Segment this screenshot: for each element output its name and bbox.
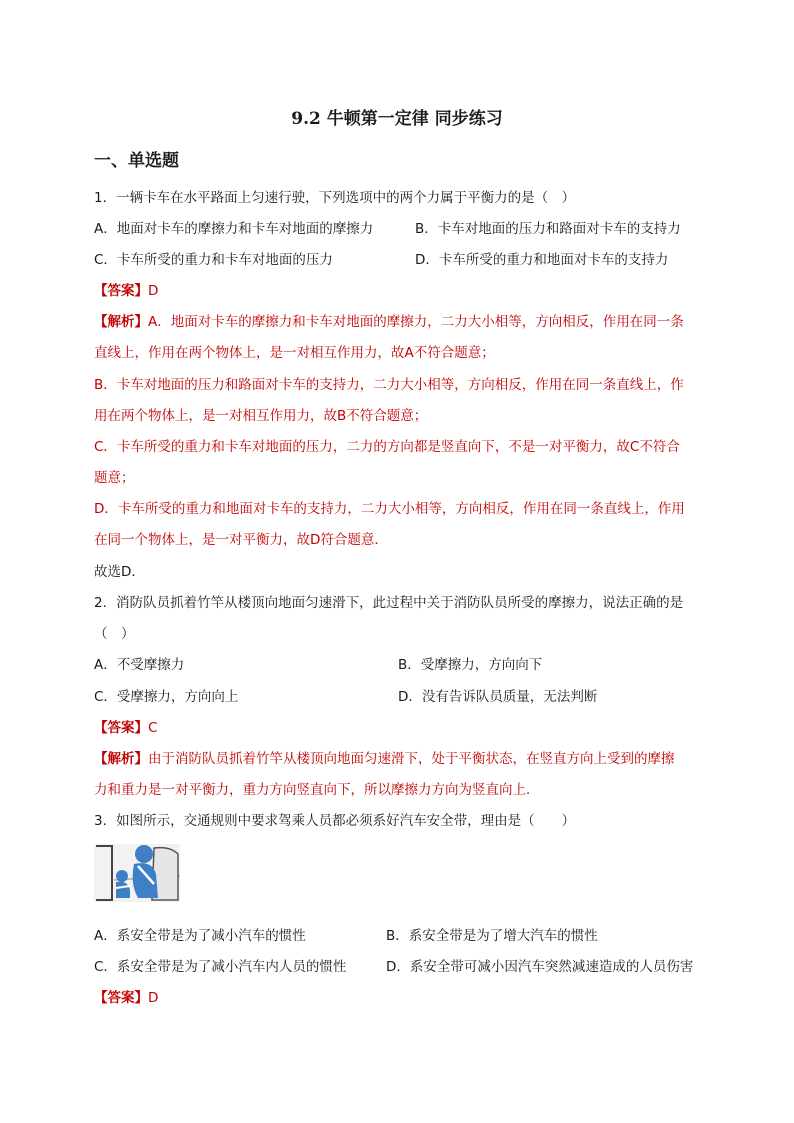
q2-stem: 2．消防队员抓着竹竿从楼顶向地面匀速滑下，此过程中关于消防队员所受的摩擦力，说法正确的是 (94, 595, 684, 611)
answer-value: D (148, 283, 159, 299)
answer-value: C (148, 720, 158, 736)
q1-explanation-line: 【解析】A．地面对卡车的摩擦力和卡车对地面的摩擦力，二力大小相等，方向相反，作用在同一条 (94, 314, 684, 330)
analysis-tag: 【解析】 (94, 314, 148, 330)
q1-answer (94, 279, 158, 299)
q3-option-d: D．系安全带可减小因汽车突然减速造成的人员伤害 (386, 959, 694, 975)
q2-explanation-line: 【解析】由于消防队员抓着竹竿从楼顶向地面匀速滑下，处于平衡状态，在竖直方向上受到的摩擦 (94, 751, 675, 767)
q1-explanation-line: D．卡车所受的重力和地面对卡车的支持力，二力大小相等，方向相反，作用在同一条直线上，作用 (94, 501, 685, 517)
q2-explanation-line: 力和重力是一对平衡力，重力方向竖直向下，所以摩擦力方向为竖直向上． (94, 782, 540, 798)
q1-option-b: B．卡车对地面的压力和路面对卡车的支持力 (415, 221, 681, 237)
answer-tag: 【答案】 (94, 720, 148, 736)
seatbelt-figure (94, 840, 182, 904)
q1-explanation-line: 用在两个物体上，是一对相互作用力，故B不符合题意； (94, 408, 428, 424)
q2-option-d: D．没有告诉队员质量，无法判断 (398, 689, 598, 705)
q1-option-d: D．卡车所受的重力和地面对卡车的支持力 (415, 252, 669, 268)
q1-explanation-line: 题意； (94, 470, 135, 486)
q1-conclusion: 故选D． (94, 564, 145, 580)
adult-head-icon (135, 845, 153, 863)
q1-explanation-line: B．卡车对地面的压力和路面对卡车的支持力，二力大小相等，方向相反，作用在同一条直线上，作 (94, 377, 684, 393)
q3-option-c: C．系安全带是为了减小汽车内人员的惯性 (94, 959, 347, 975)
child-head-icon (116, 870, 128, 882)
q3-answer (94, 986, 158, 1006)
q1-explanation-line: C．卡车所受的重力和卡车对地面的压力，二力的方向都是竖直向下，不是一对平衡力，故C不符合 (94, 439, 680, 455)
analysis-tag: 【解析】 (94, 751, 148, 767)
q2-answer (94, 716, 157, 736)
q3-stem: 3．如图所示，交通规则中要求驾乘人员都必须系好汽车安全带，理由是（ ） (94, 813, 576, 829)
q1-explanation-line: 在同一个物体上，是一对平衡力，故D符合题意． (94, 532, 388, 548)
q1-stem: 1．一辆卡车在水平路面上匀速行驶，下列选项中的两个力属于平衡力的是（ ） (94, 190, 576, 206)
q2-option-a: A．不受摩擦力 (94, 657, 185, 673)
q3-option-b: B．系安全带是为了增大汽车的惯性 (386, 928, 598, 944)
q1-explanation-line: 直线上，作用在两个物体上，是一对相互作用力，故A不符合题意； (94, 345, 495, 361)
page-title: 9.2 牛顿第一定律 同步练习 (291, 109, 503, 129)
answer-tag: 【答案】 (94, 283, 148, 299)
q2-stem-cont: （ ） (94, 626, 135, 642)
q3-option-a: A．系安全带是为了减小汽车的惯性 (94, 928, 306, 944)
q2-option-b: B．受摩擦力，方向向下 (398, 657, 543, 673)
answer-value: D (148, 990, 159, 1006)
q1-option-a: A．地面对卡车的摩擦力和卡车对地面的摩擦力 (94, 221, 374, 237)
q1-option-c: C．卡车所受的重力和卡车对地面的压力 (94, 252, 333, 268)
answer-tag: 【答案】 (94, 990, 148, 1006)
section-heading: 一、单选题 (94, 151, 179, 171)
q2-option-c: C．受摩擦力，方向向上 (94, 689, 239, 705)
